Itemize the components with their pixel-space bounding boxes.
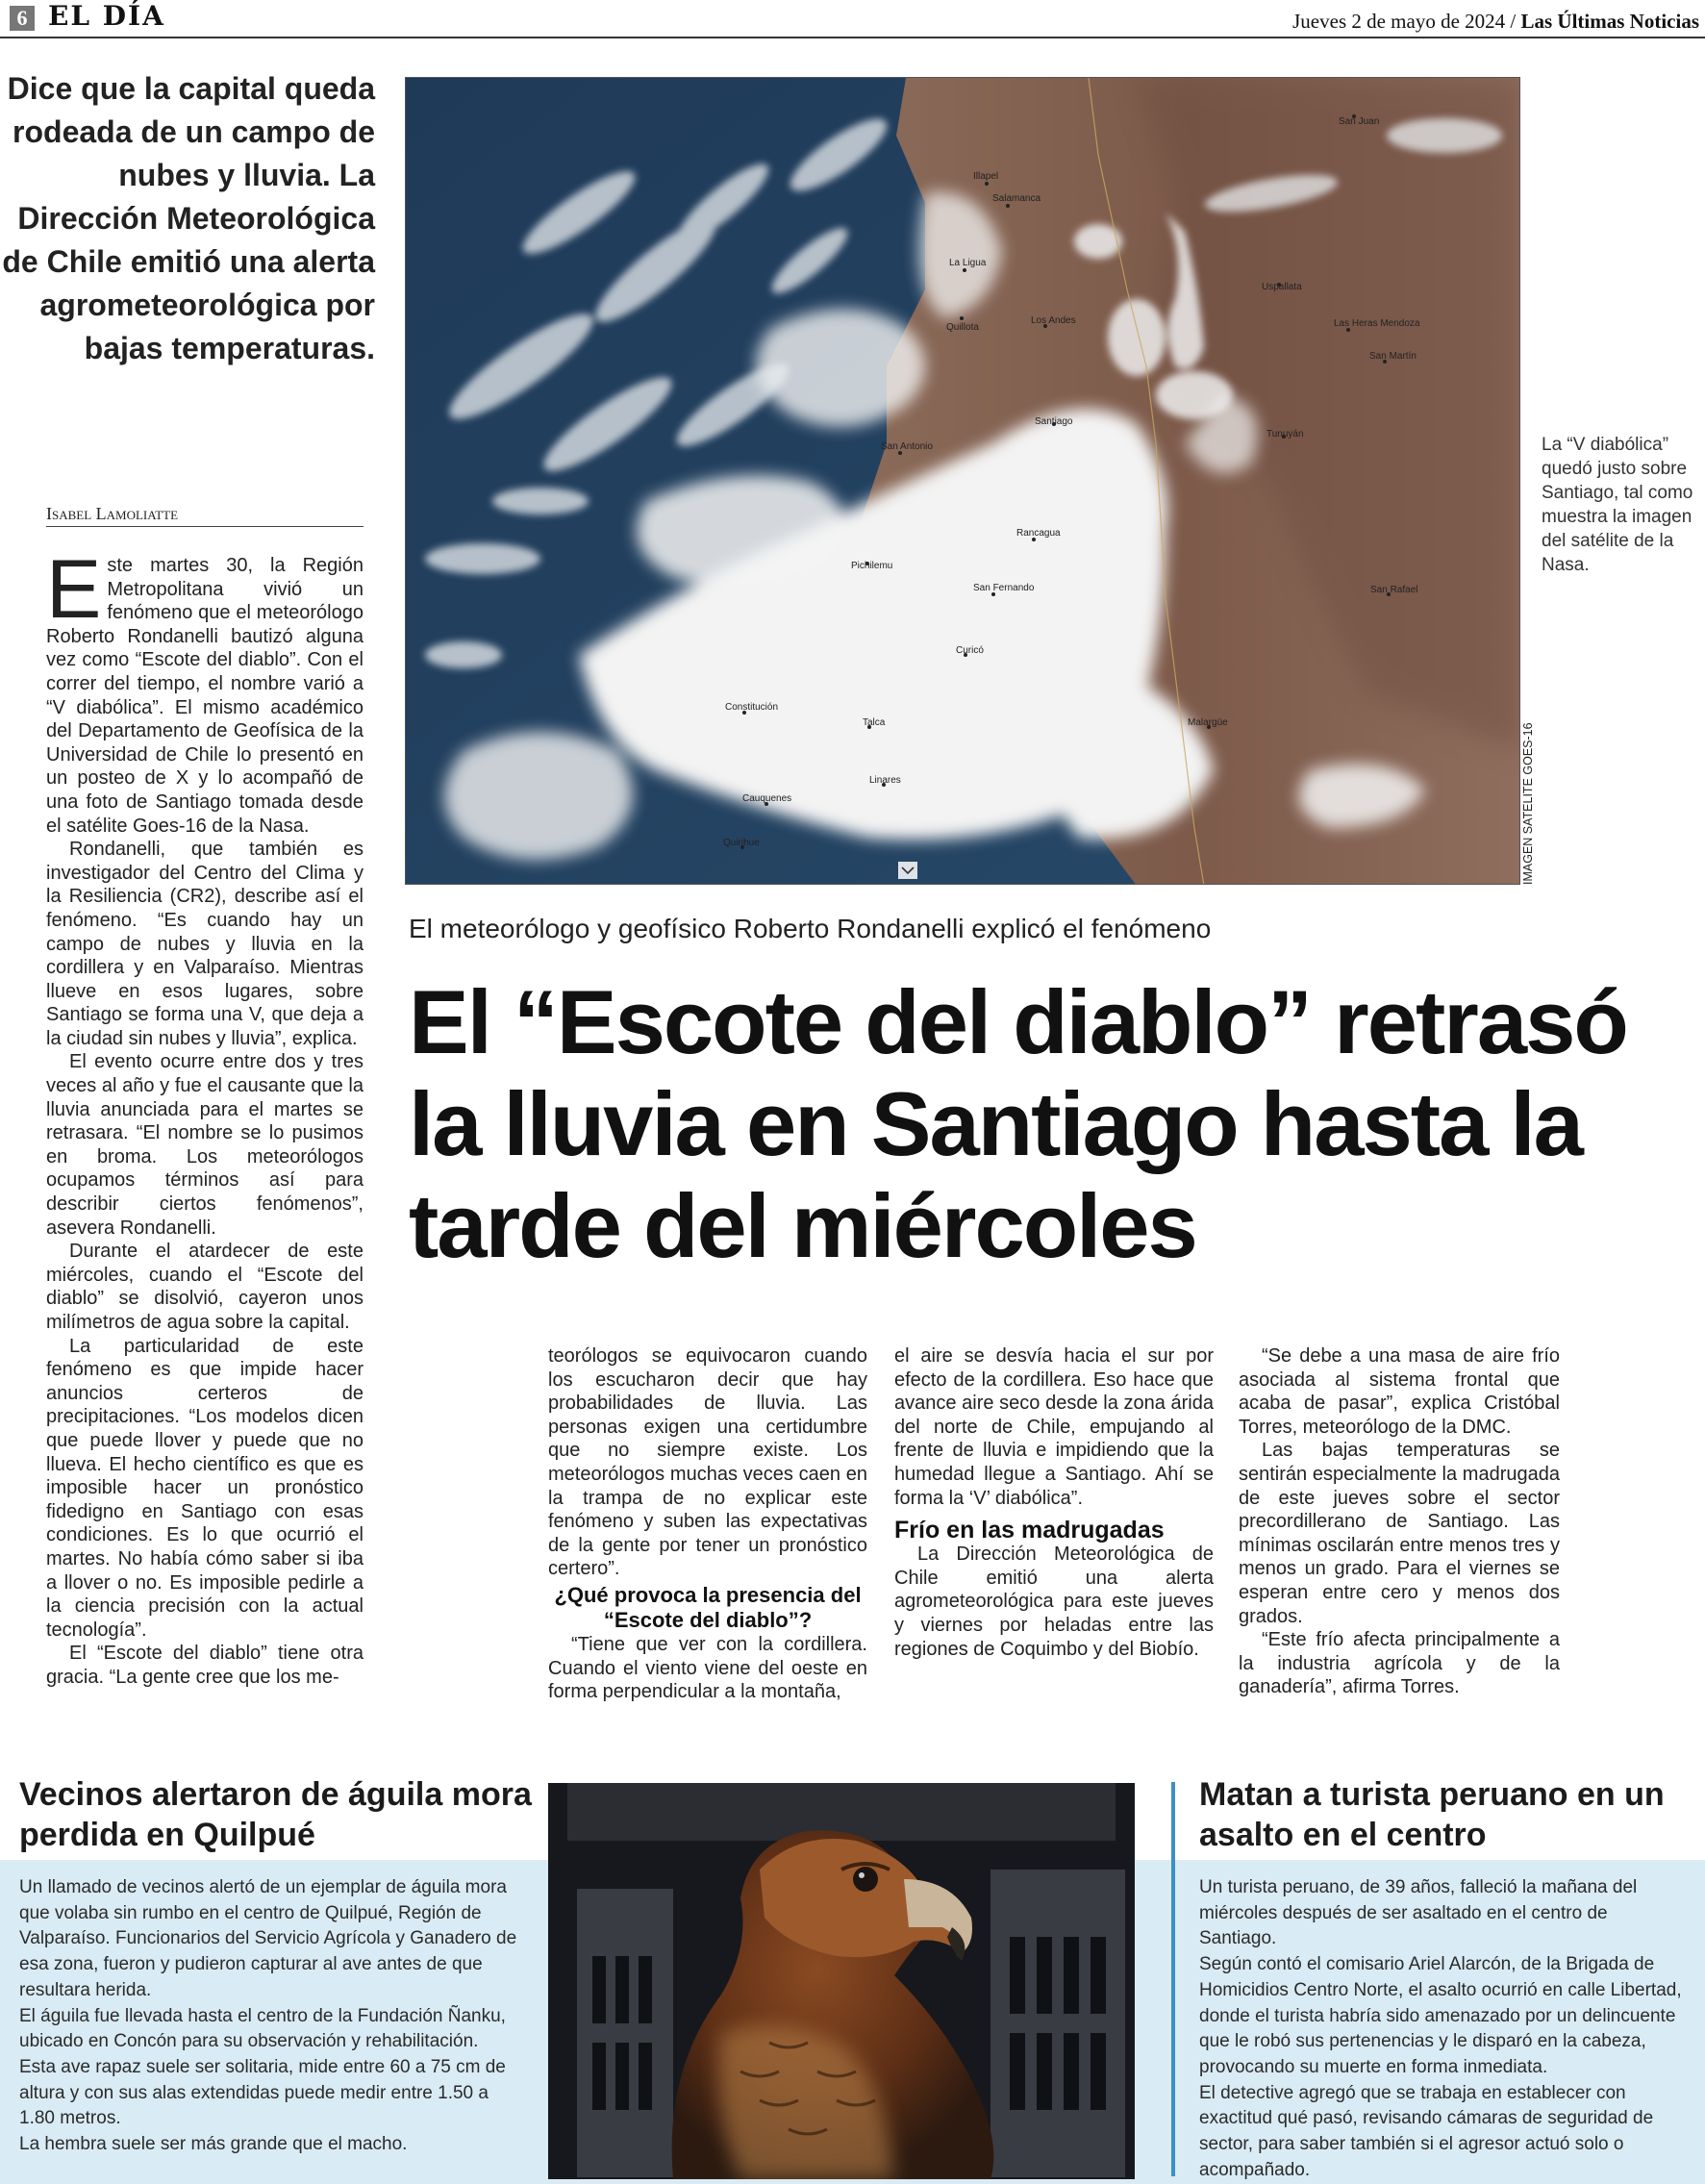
map-label: La Ligua (949, 258, 987, 268)
paragraph: Las bajas temperaturas se sentirán especialmente la madrugada de este jueves sobre el sector precordillerano de Santiago. Las mínimas oscilarán entre menos tres y menos un grado. Para el viernes se esperan entre cero y menos dos grados. (1239, 1440, 1560, 1627)
map-label: San Antonio (881, 441, 933, 452)
drop-cap: E (46, 543, 102, 636)
article-deck: Dice que la capital queda rodeada de un campo de nubes y lluvia. La Dirección Meteorológica de Chile emitió una alerta agrometeorológica por bajas temperaturas. (2, 71, 375, 365)
paragraph: La Dirección Meteorológica de Chile emitió una alerta agrometeorológica para este jueves y viernes por heladas entre las regiones de Coquimbo y del Biobío. (894, 1544, 1214, 1660)
dateline (1292, 10, 1699, 34)
paragraph: El detective agregó que se trabaja en establecer con exactitud qué pasó, revisando cámaras de seguridad de sector, para saber también si el agresor actuó solo o acompañado. (1199, 2082, 1654, 2180)
paragraph: Esta ave rapaz suele ser solitaria, mide entre 60 a 75 cm de altura y con sus alas extendidas puede medir entre 1.50 a 1.80 metros. (19, 2056, 506, 2129)
map-label: San Martín (1369, 351, 1417, 362)
map-label: San Fernando (973, 583, 1035, 593)
brief-body (1199, 1875, 1690, 2183)
article-column-4 (1239, 1344, 1560, 1699)
map-label: Talca (863, 717, 886, 728)
paragraph: Un llamado de vecinos alertó de un ejemplar de águila mora que volaba sin rumbo en el centro de Quilpué, Región de Valparaíso. Funcionarios del Servicio Agrícola y Ganadero de esa zona, fueron y pudieron capturar al ave antes de que resultara herida. (19, 1877, 517, 2000)
map-label: Los Andes (1031, 315, 1076, 326)
map-label: Illapel (973, 171, 999, 182)
photo-credit (1517, 723, 1546, 885)
map-label: Curicó (956, 645, 984, 656)
paragraph: El “Escote del diablo” tiene otra gracia. “La gente cree que los me- (46, 1643, 364, 1688)
map-label: San Juan (1339, 116, 1380, 127)
eagle-photo (548, 1783, 1135, 2179)
map-label: Cauquenes (742, 793, 792, 804)
paragraph: El evento ocurre entre dos y tres veces al año y fue el causante que la lluvia anunciada para el martes se retrasara. “El nombre se lo pusimos en broma. Los meteorólogos ocupamos términos así para describir ciertos fenómenos”, asevera Rondanelli. (46, 1051, 364, 1239)
subhead: Frío en las madrugadas (894, 1517, 1165, 1544)
paragraph: Durante el atardecer de este miércoles, cuando el “Escote del diablo” se disolvió, cayeron unos milímetros de agua sobre la capital. (46, 1241, 364, 1333)
paragraph: Rondanelli, que también es investigador del Centro del Clima y la Resiliencia (CR2), describe así el fenómeno. “Es cuando hay un campo de nubes y lluvia en la cordillera y en Valparaíso. Mientras llueve en esos lugares, sobre Santiago se forma una V, que deja a la ciudad sin nubes y lluvia”, explica. (46, 839, 364, 1049)
article-column-2 (548, 1344, 867, 1704)
map-label: Rancagua (1016, 528, 1061, 539)
map-label: Tunuyán (1266, 429, 1304, 439)
issue-date: Jueves 2 de mayo de 2024 / (1292, 10, 1517, 33)
page-number: 6 (10, 6, 35, 31)
map-label: Constitución (725, 702, 779, 713)
paragraph: ste martes 30, la Región Metropolitana vivió un fenómeno que el meteorólogo Roberto Rondanelli bautizó alguna vez como “Escote del diablo”. Con el correr del tiempo, el nombre varió a “V diabólica”. El mismo académico del Departamento de Geofísica de la Universidad de Chile lo presentó en un posteo de X y lo acompañó de una foto de Santiago tomada desde el satélite Goes-16 de la Nasa. (46, 555, 364, 837)
publication-name: Las Últimas Noticias (1520, 10, 1699, 33)
map-label: Quirihue (723, 838, 760, 848)
map-label: Pichilemu (851, 561, 893, 571)
map-label: San Rafael (1370, 585, 1418, 595)
paragraph: “Tiene que ver con la cordillera. Cuando el viento viene del oeste en forma perpendicular a la montaña, (548, 1633, 867, 1703)
article-column-1 (46, 543, 364, 1690)
paragraph: Según contó el comisario Ariel Alarcón, de la Brigada de Homicidios Centro Norte, el asalto ocurrió en calle Libertad, donde el turista habría sido amenazado por un delincuente que le robó sus pertenencias y le disparó en la cabeza, provocando su muerte en forma inmediata. (1199, 1954, 1682, 2077)
paragraph: “Se debe a una masa de aire frío asociada al sistema frontal que acaba de pasar”, explica Cristóbal Torres, meteorólogo de la DMC. (1239, 1345, 1560, 1438)
map-label: Uspallata (1262, 282, 1302, 292)
byline: Isabel Lamoliatte (46, 504, 364, 527)
photo-caption: La “V diabólica” quedó justo sobre Santiago, tal como muestra la imagen del satélite de la Nasa. (1542, 435, 1693, 575)
kicker: El meteorólogo y geofísico Roberto Rondanelli explicó el fenómeno (409, 914, 1212, 943)
brief-headline: Matan a turista peruano en un asalto en el centro (1199, 1776, 1665, 1853)
photo-credit-text: IMAGEN SATELITE GOES-16 (1521, 722, 1535, 885)
brief-headline: Vecinos alertaron de águila mora perdida en Quilpué (19, 1776, 532, 1853)
paragraph: La particularidad de este fenómeno es que impide hacer anuncios certeros de precipitaciones. “Los modelos dicen que puede llover y puede que no llueva. El hecho científico es que es imposible hacer un pronóstico fidedigno en Santiago con esas condiciones. Es lo que ocurrió el martes. No había cómo saber si iba a llover o no. Es imposible pedirle a la ciencia precisión con la actual tecnología”. (46, 1335, 364, 1641)
map-label: Las Heras Mendoza (1334, 318, 1420, 329)
paragraph: el aire se desvía hacia el sur por efecto de la cordillera. Eso hace que avance aire seco desde la zona árida del norte de Chile, empujando al frente de lluvia e impidiendo que la humedad llegue a Santiago. Ahí se forma la ‘V’ diabólica”. (894, 1345, 1214, 1509)
paragraph: teorólogos se equivocaron cuando los escucharon decir que hay probabilidades de lluvia. Las personas exigen una certidumbre que no siempre existe. Los meteorólogos muchas veces caen en la trampa de no explicar este fenómeno y suben las expectativas de la gente por tener un pronóstico certero”. (548, 1345, 867, 1580)
section-title: EL DÍA (48, 0, 165, 32)
subhead: ¿Qué provoca la presencia del “Escote del diablo”? (554, 1582, 862, 1632)
article-column-3 (894, 1344, 1214, 1661)
paragraph: La hembra suele ser más grande que el macho. (19, 2134, 408, 2155)
map-label: Linares (869, 775, 901, 786)
paragraph: Un turista peruano, de 39 años, falleció la mañana del miércoles después de ser asaltado en el centro de Santiago. (1199, 1877, 1638, 1949)
page-header (0, 0, 1705, 38)
map-label: Malargüe (1188, 717, 1228, 728)
paragraph: El águila fue llevada hasta el centro de la Fundación Ñanku, ubicado en Concón para su observación y rehabilitación. (19, 2005, 506, 2052)
map-label: Quillota (946, 322, 979, 333)
brief-accent-bar (1171, 1782, 1175, 2176)
brief-body (19, 1875, 519, 2158)
map-label: Salamanca (992, 193, 1041, 204)
satellite-image (405, 77, 1520, 885)
paragraph: “Este frío afecta principalmente a la industria agrícola y de la ganadería”, afirma Torres. (1239, 1629, 1560, 1698)
chevron-badge (898, 862, 917, 879)
map-label: Santiago (1035, 416, 1073, 427)
headline: El “Escote del diablo” retrasó la lluvia en Santiago hasta la tarde del miércoles (409, 971, 1627, 1276)
